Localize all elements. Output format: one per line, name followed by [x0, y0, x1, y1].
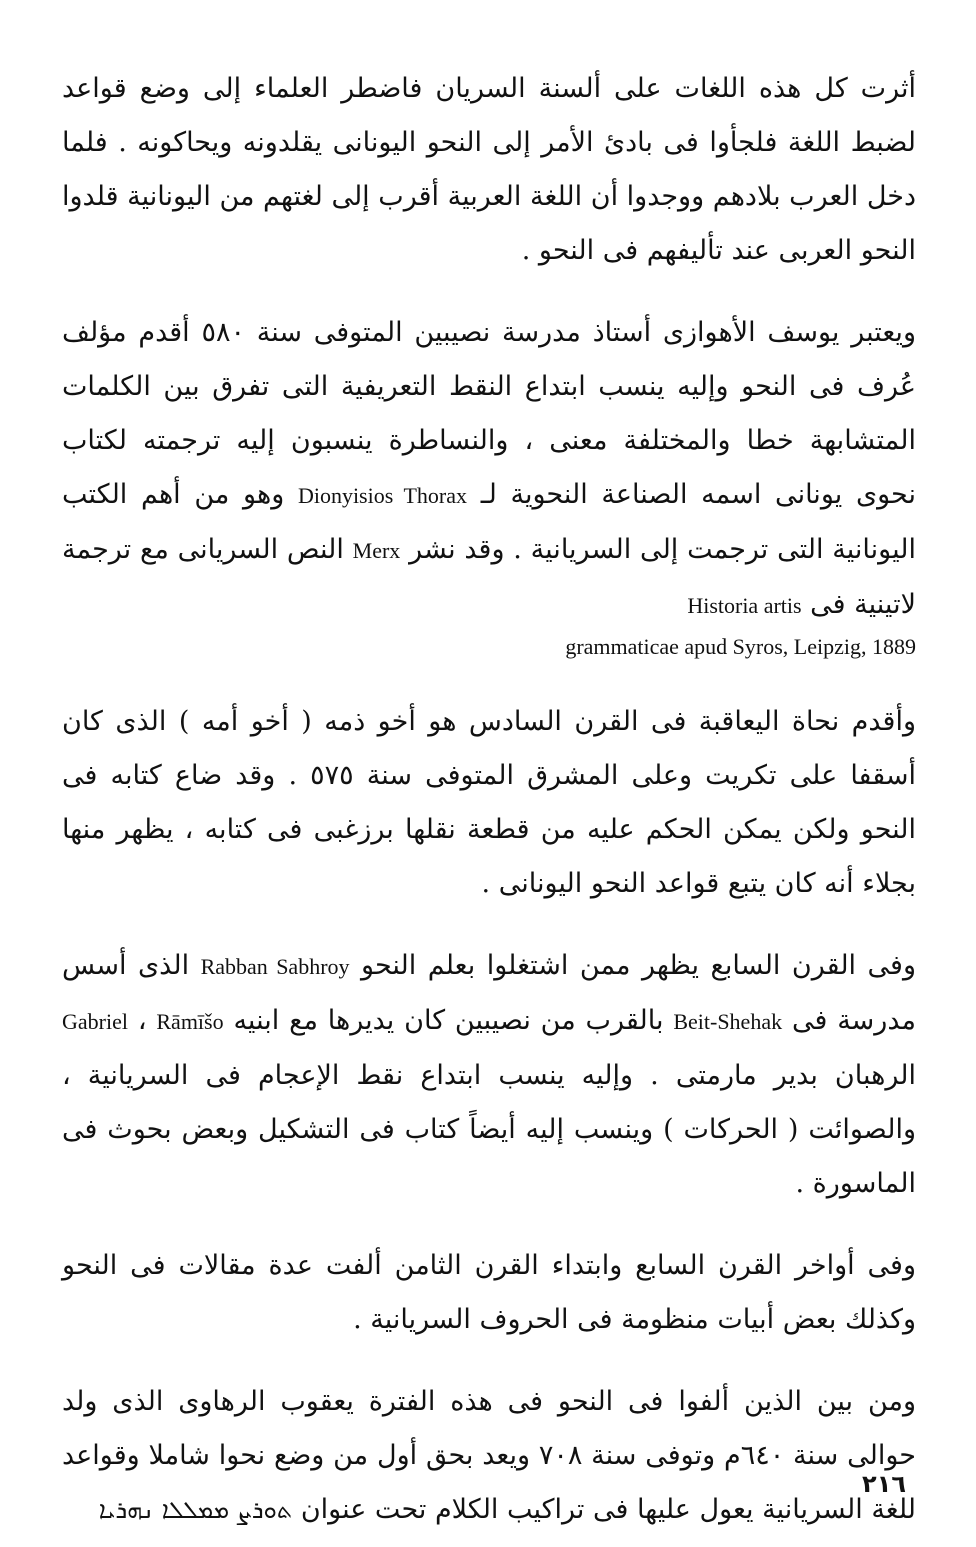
latin-name-ramiso: Rāmīšo: [156, 1009, 224, 1034]
paragraph-intro: [62, 62, 916, 278]
paragraph-jacobite-grammarians: [62, 695, 916, 911]
paragraph-jacob-of-edessa: [62, 1375, 916, 1537]
bibliographic-reference: grammaticae apud Syros, Leipzig, 1889: [565, 634, 916, 659]
paragraph-eighth-century: [62, 1239, 916, 1347]
paragraph-text: الرهبان بدير مارمتى . وإليه ينسب ابتداع نقط الإعجام فى السريانية ، والصوائت ( الحركات ) وينسب إليه أيضاً كتاب فى التشكيل وبعض بحوث فى الماسورة .: [62, 1060, 916, 1199]
latin-name-rabban-sabhroy: Rabban Sabhroy: [200, 954, 350, 979]
paragraph-text: بالقرب من نصيبين كان يديرها مع ابنيه: [233, 1005, 664, 1036]
paragraph-text: وفى القرن السابع يظهر ممن اشتغلوا بعلم النحو: [361, 950, 916, 981]
page-number: ٢١٦: [862, 1470, 906, 1498]
latin-title-historia: Historia artis: [687, 593, 802, 618]
latin-name-dionysios: Dionyisios Thorax: [297, 483, 468, 508]
latin-place-beit-shehak: Beit-Shehak: [673, 1009, 783, 1034]
document-page: [62, 62, 916, 1525]
paragraph-text: وأقدم نحاة اليعاقبة فى القرن السادس هو أخو ذمه ( أخو أمه ) الذى كان أسقفا على تكريت وعلى المشرق المتوفى سنة ٥٧٥ . وقد ضاع كتابه فى النحو ولكن يمكن الحكم عليه من قطعة نقلها برزغبى فى كتابه ، يظهر منها بجلاء أنه كان يتبع قواعد النحو اليونانى .: [62, 706, 916, 899]
paragraph-text: أثرت كل هذه اللغات على ألسنة السريان فاضطر العلماء إلى وضع قواعد لضبط اللغة فلجأوا فى بادئ الأمر إلى النحو اليونانى يقلدونه ويحاكونه . فلما دخل العرب بلادهم ووجدوا أن اللغة العربية أقرب إلى لغتهم من اليونانية قلدوا النحو العربى عند تأليفهم فى النحو .: [62, 73, 916, 266]
latin-name-merx: Merx: [352, 538, 401, 563]
paragraph-text: ويعتبر يوسف الأهوازى أستاذ مدرسة نصيبين المتوفى سنة ٥٨٠ أقدم مؤلف عُرف فى النحو وإليه ينسب ابتداع النقط التعريفية التى تفرق بين الكلمات المتشابهة خطا والمختلفة معنى ، والنساطرة ينسبون إليه ترجمته لكتاب نحوى يونانى اسمه الصناعة النحوية لـ: [62, 317, 916, 510]
paragraph-text: وفى أواخر القرن السابع وابتداء القرن الثامن ألفت عدة مقالات فى النحو وكذلك بعض أبيات منظومة فى الحروف السريانية .: [62, 1250, 916, 1335]
latin-name-gabriel: Gabriel: [62, 1009, 128, 1034]
paragraph-text: ومن بين الذين ألفوا فى النحو فى هذه الفترة يعقوب الرهاوى الذى ولد حوالى سنة ٦٤٠م وتوفى سنة ٧٠٨ ويعد بحق أول من وضع نحوا شاملا وقواعد للغة السريانية يعول عليها فى تراكيب الكلام تحت عنوان: [62, 1386, 916, 1525]
syriac-title: ܬܘܪܨ ܡܡܠܠܐ ܢܗܪܝܐ: [98, 1496, 293, 1524]
paragraph-joseph-ahwazi: [62, 306, 916, 667]
paragraph-seventh-century: [62, 939, 916, 1211]
paragraph-text: الذى أسس مدرسة فى: [62, 950, 916, 1036]
paragraph-text: وهو من أهم الكتب اليونانية التى ترجمت إلى السريانية . وقد نشر: [62, 479, 916, 565]
paragraph-text: ،: [137, 1005, 147, 1036]
paragraph-text: النص السريانى مع ترجمة لاتينية فى: [62, 534, 916, 620]
